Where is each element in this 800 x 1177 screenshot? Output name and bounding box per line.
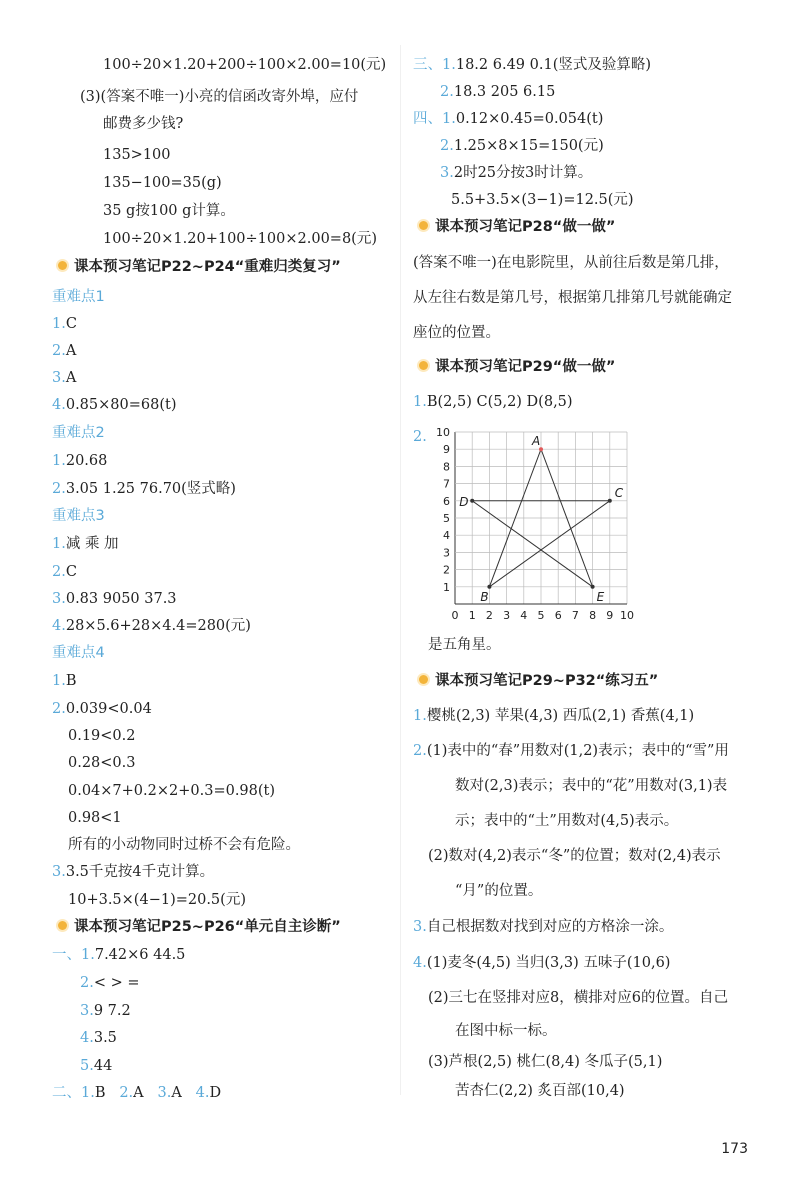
point-label: C [614, 485, 624, 500]
star-chart [425, 424, 634, 624]
answer-line: 三、1.18.2 6.49 0.1(竖式及验算略) [413, 57, 652, 73]
bullet-dot-icon [58, 921, 67, 930]
answer-line: 1.B(2,5) C(5,2) D(8,5) [413, 394, 573, 410]
y-tick-label: 8 [443, 460, 450, 474]
y-tick-label: 6 [443, 494, 450, 508]
answer-line: 4.(1)麦冬(4,5) 当归(3,3) 五味子(10,6) [413, 955, 671, 971]
text-line: 数对(2,3)表示；表中的“花”用数对(3,1)表 [455, 778, 728, 794]
answer-line: 3.A [52, 370, 77, 386]
answer-label: 2. [413, 429, 427, 445]
x-tick-label: 9 [606, 609, 614, 622]
text-line: (3)(答案不唯一)小亮的信函改寄外埠，应付 [80, 89, 359, 105]
paragraph-line: (答案不唯一)在电影院里，从前往后数是第几排， [413, 255, 729, 271]
answer-line: 2.A [52, 343, 77, 359]
answer-line: 2.0.039<0.04 [52, 701, 152, 717]
y-tick-label: 2 [443, 563, 450, 577]
point-marker [591, 585, 595, 589]
answer-line: 1.减 乘 加 [52, 536, 119, 552]
section-heading: 课本预习笔记P29~P32“练习五” [419, 671, 658, 691]
text-line: 135−100=35(g) [103, 175, 222, 191]
answer-line: 2.1.25×8×15=150(元) [440, 138, 604, 154]
answer-line: 3.3.5千克按4千克计算。 [52, 864, 215, 880]
answer-line: 四、1.0.12×0.45=0.054(t) [413, 111, 604, 127]
text-line: 0.98<1 [68, 810, 122, 826]
column-divider [400, 45, 401, 1095]
point-label: E [596, 589, 605, 604]
text-line: 0.28<0.3 [68, 755, 136, 771]
section-heading: 课本预习笔记P28“做一做” [419, 217, 615, 237]
x-tick-label: 5 [537, 609, 545, 622]
answer-line: 1.20.68 [52, 453, 108, 469]
point-label: A [532, 434, 541, 449]
text-line: 苦杏仁(2,2) 炙百部(10,4) [455, 1083, 625, 1099]
answer-line: 4.28×5.6+28×4.4=280(元) [52, 618, 251, 634]
y-tick-label: 10 [436, 426, 450, 439]
x-tick-label: 2 [485, 609, 493, 622]
subsection-title: 重难点2 [52, 425, 105, 441]
text-line: 100÷20×1.20+200÷100×2.00=10(元) [103, 57, 387, 73]
point-marker [470, 499, 474, 503]
point-label: D [459, 494, 469, 509]
text-line: (2)数对(4,2)表示“冬”的位置；数对(2,4)表示 [428, 848, 721, 864]
section-heading: 课本预习笔记P25~P26“单元自主诊断” [58, 917, 341, 937]
answer-line: 4.0.85×80=68(t) [52, 397, 177, 413]
text-line: 在图中标一标。 [455, 1023, 557, 1039]
text-line: 示；表中的“土”用数对(4,5)表示。 [455, 813, 679, 829]
y-tick-label: 1 [443, 580, 450, 594]
answer-line: 3.9 7.2 [80, 1003, 131, 1019]
y-tick-label: 9 [443, 443, 450, 457]
answer-line: 2.C [52, 564, 77, 580]
text-line: “月”的位置。 [455, 883, 543, 899]
subsection-title: 重难点1 [52, 289, 105, 305]
y-tick-label: 5 [443, 512, 450, 525]
answer-line: 2.(1)表中的“春”用数对(1,2)表示；表中的“雪”用 [413, 743, 729, 759]
answer-line: 二、1.B 2.A 3.A 4.D [52, 1085, 222, 1101]
point-marker [608, 499, 612, 503]
bullet-dot-icon [419, 361, 428, 370]
x-tick-label: 1 [468, 609, 476, 622]
x-tick-label: 8 [589, 609, 597, 622]
text-line: 是五角星。 [428, 637, 501, 653]
answer-line: 3.0.83 9050 37.3 [52, 591, 177, 607]
x-tick-label: 6 [554, 609, 562, 622]
text-line: 35 g按100 g计算。 [103, 203, 235, 219]
text-line: 5.5+3.5×(3−1)=12.5(元) [451, 192, 634, 208]
text-line: 0.19<0.2 [68, 728, 136, 744]
x-tick-label: 4 [520, 609, 528, 622]
coordinate-grid [425, 424, 634, 628]
bullet-dot-icon [419, 221, 428, 230]
text-line: 100÷20×1.20+100÷100×2.00=8(元) [103, 231, 377, 247]
text-line: 所有的小动物同时过桥不会有危险。 [68, 837, 300, 853]
y-tick-label: 4 [443, 529, 450, 543]
page-number: 173 [721, 1141, 748, 1157]
answer-line: 4.3.5 [80, 1030, 117, 1046]
x-tick-label: 7 [571, 609, 579, 622]
point-label: B [480, 589, 489, 604]
subsection-title: 重难点3 [52, 508, 105, 524]
section-heading: 课本预习笔记P29“做一做” [419, 357, 615, 377]
x-tick-label: 0 [451, 609, 459, 622]
answer-line: 2.< > = [80, 975, 140, 991]
x-tick-label: 10 [620, 609, 634, 622]
paragraph-line: 座位的位置。 [413, 325, 500, 341]
bullet-dot-icon [419, 675, 428, 684]
star-segment [489, 501, 609, 587]
answer-line: 3.2时25分按3时计算。 [440, 165, 593, 181]
answer-line: 3.自己根据数对找到对应的方格涂一涂。 [413, 919, 674, 935]
point-marker [487, 585, 491, 589]
star-segment [472, 501, 592, 587]
answer-line: 2.3.05 1.25 76.70(竖式略) [52, 481, 236, 497]
text-line: (3)芦根(2,5) 桃仁(8,4) 冬瓜子(5,1) [428, 1054, 663, 1070]
text-line: 10+3.5×(4−1)=20.5(元) [68, 892, 246, 908]
text-line: 135>100 [103, 147, 171, 163]
bullet-dot-icon [58, 261, 67, 270]
answer-line: 1.C [52, 316, 77, 332]
answer-line: 1.樱桃(2,3) 苹果(4,3) 西瓜(2,1) 香蕉(4,1) [413, 708, 695, 724]
answer-line: 5.44 [80, 1058, 113, 1074]
answer-line: 2.18.3 205 6.15 [440, 84, 556, 100]
text-line: (2)三七在竖排对应8，横排对应6的位置。自己 [428, 990, 728, 1006]
y-tick-label: 7 [443, 477, 450, 491]
x-tick-label: 3 [503, 609, 511, 622]
answer-line: 一、1.7.42×6 44.5 [52, 947, 186, 963]
answer-line: 1.B [52, 673, 77, 689]
text-line: 邮费多少钱? [103, 116, 184, 132]
section-heading: 课本预习笔记P22~P24“重难归类复习” [58, 257, 341, 277]
text-line: 0.04×7+0.2×2+0.3=0.98(t) [68, 783, 276, 799]
subsection-title: 重难点4 [52, 645, 105, 661]
paragraph-line: 从左往右数是第几号，根据第几排第几号就能确定 [413, 290, 732, 306]
y-tick-label: 3 [443, 546, 450, 560]
